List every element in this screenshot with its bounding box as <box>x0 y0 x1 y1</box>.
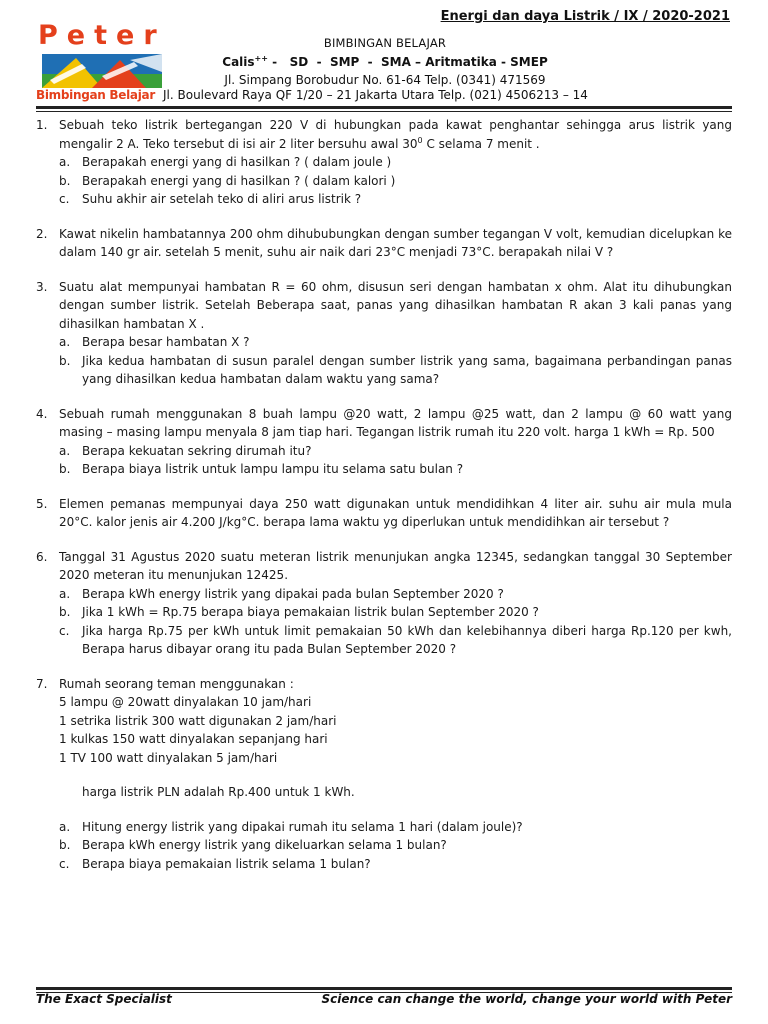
question-number: 6. <box>36 549 48 564</box>
option-letter: a. <box>59 586 71 601</box>
option-text: Berapakah energi yang di hasilkan ? ( dalam kalori ) <box>82 173 396 188</box>
option-text: Jika kedua hambatan di susun paralel dengan sumber listrik yang sama, bagaimana perbandingan panas yang dihasilkan kedua hambatan dalam waktu yang sama? <box>82 353 732 386</box>
programs-sup: ++ <box>254 53 268 63</box>
option-text: Berapa kWh energy listrik yang dipakai pada bulan September 2020 ? <box>82 586 504 601</box>
option-letter: a. <box>59 155 71 169</box>
option-letter: c. <box>59 856 70 871</box>
option <box>59 855 732 874</box>
appliance-item: 1 TV 100 watt dinyalakan 5 jam/hari <box>59 750 278 765</box>
option-letter: a. <box>59 335 71 349</box>
question-5 <box>36 495 732 532</box>
option <box>59 333 732 352</box>
question-number: 5. <box>36 496 48 511</box>
option <box>59 622 732 659</box>
header-title: BIMBINGAN BELAJAR <box>323 36 447 50</box>
footer-slogan-left: The Exact Specialist <box>36 992 172 1006</box>
option-letter: b. <box>59 353 71 368</box>
institution-header <box>170 34 600 90</box>
question-text: Tanggal 31 Agustus 2020 suatu meteran listrik menunjukan angka 12345, sedangkan tanggal 30 September 2020 meteran itu menunjukan 12425. <box>59 549 732 582</box>
logo-graphic-icon <box>42 54 162 88</box>
option-text: Jika 1 kWh = Rp.75 berapa biaya pemakaian listrik bulan September 2020 ? <box>82 605 539 619</box>
question-text-part: C selama 7 menit . <box>422 136 540 151</box>
option-letter: b. <box>59 838 71 852</box>
option <box>59 190 732 209</box>
option <box>59 153 732 172</box>
question-text-part: Sebuah teko listrik bertegangan 220 V di hubungkan pada kawat penghantar sehingga arus listrik yang mengalir 2 A. Teko tersebut di isi air 2 liter bersuhu awal 30 <box>59 118 732 151</box>
footer-slogan-right: Science can change the world, change your world with Peter <box>321 992 732 1006</box>
appliance-item: 5 lampu @ 20watt dinyalakan 10 jam/hari <box>59 695 312 709</box>
option <box>59 585 732 604</box>
option <box>59 603 732 622</box>
option-text: Berapa kekuatan sekring dirumah itu? <box>82 443 312 458</box>
option-letter: b. <box>59 462 71 476</box>
question-text: Rumah seorang teman menggunakan : <box>59 676 294 691</box>
question-list <box>36 116 732 889</box>
question-7 <box>36 675 732 874</box>
spacer <box>59 802 732 818</box>
header-divider <box>36 106 732 112</box>
header-address-1: Jl. Simpang Borobudur No. 61-64 Telp. (0341) 471569 <box>224 73 546 87</box>
option-text: Jika harga Rp.75 per kWh untuk limit pemakaian 50 kWh dan kelebihannya diberi harga Rp.120 per kwh, Berapa harus dibayar orang itu pada Bulan September 2020 ? <box>82 623 732 656</box>
header-address-2: Jl. Boulevard Raya QF 1/20 – 21 Jakarta Utara Telp. (021) 4506213 – 14 <box>163 88 588 102</box>
question-text <box>59 116 732 153</box>
question-number: 4. <box>36 406 48 421</box>
question-text: Elemen pemanas mempunyai daya 250 watt digunakan untuk mendidihkan 4 liter air. suhu air mula mula 20°C. kalor jenis air 4.200 J/kg°C. berapa lama waktu yg diperlukan untuk mendidihkan air tersebut ? <box>59 496 732 529</box>
option-text: Hitung energy listrik yang dipakai rumah itu selama 1 hari (dalam joule)? <box>82 819 523 834</box>
question-text: Kawat nikelin hambatannya 200 ohm dihububungkan dengan sumber tegangan V volt, kemudian dicelupkan ke dalam 140 gr air. setelah 5 menit, suhu air naik dari 23°C menjadi 73°C. berapakah nilai V ? <box>59 226 732 259</box>
price-note: harga listrik PLN adalah Rp.400 untuk 1 kWh. <box>82 785 355 799</box>
question-3 <box>36 278 732 389</box>
option-text: Berapa biaya listrik untuk lampu lampu itu selama satu bulan ? <box>82 462 464 476</box>
option-letter: a. <box>59 819 71 834</box>
option-text: Berapa besar hambatan X ? <box>82 335 250 349</box>
logo-subtitle: Bimbingan Belajar <box>36 88 155 102</box>
option-text: Suhu akhir air setelah teko di aliri arus listrik ? <box>82 192 362 206</box>
question-number: 3. <box>36 279 48 294</box>
peter-logo <box>36 22 168 102</box>
option <box>59 352 732 389</box>
option-letter: b. <box>59 605 71 619</box>
question-number: 7. <box>36 676 48 691</box>
programs-rest: - SD - SMP - SMA – Aritmatika - SMEP <box>267 54 548 69</box>
option-letter: a. <box>59 443 71 458</box>
question-number: 1. <box>36 118 48 132</box>
logo-brand-text: Peter <box>38 20 166 51</box>
option-text: Berapa kWh energy listrik yang dikeluarkan selama 1 bulan? <box>82 838 447 852</box>
option <box>59 442 732 461</box>
option <box>59 836 732 855</box>
degree-superscript: 0 <box>417 135 423 145</box>
question-2 <box>36 225 732 262</box>
appliance-item: 1 setrika listrik 300 watt digunakan 2 jam/hari <box>59 713 337 728</box>
option-text: Berapa biaya pemakaian listrik selama 1 bulan? <box>82 856 371 871</box>
spacer <box>59 767 732 783</box>
question-6 <box>36 548 732 659</box>
document-title: Energi dan daya Listrik / IX / 2020-2021 <box>440 9 730 24</box>
question-text: Suatu alat mempunyai hambatan R = 60 ohm, disusun seri dengan hambatan x ohm. Alat itu dihubungkan dengan sumber listrik. Setelah Beberapa saat, panas yang dihasilkan hambatan R akan 3 kali panas yang dihasilkan hambatan X . <box>59 279 732 331</box>
question-4 <box>36 405 732 479</box>
header-programs <box>170 53 600 72</box>
option-letter: c. <box>59 192 70 206</box>
option-letter: b. <box>59 173 71 188</box>
option <box>59 172 732 191</box>
option-letter: c. <box>59 623 70 638</box>
question-number: 2. <box>36 226 48 241</box>
option <box>59 818 732 837</box>
question-text: Sebuah rumah menggunakan 8 buah lampu @20 watt, 2 lampu @25 watt, dan 2 lampu @ 60 watt yang masing – masing lampu menyala 8 jam tiap hari. Tegangan listrik rumah itu 220 volt. harga 1 kWh = Rp. 500 <box>59 406 732 439</box>
programs-prefix: Calis <box>222 54 255 69</box>
question-1 <box>36 116 732 209</box>
option <box>59 460 732 479</box>
option-text: Berapakah energi yang di hasilkan ? ( dalam joule ) <box>82 155 392 169</box>
appliance-item: 1 kulkas 150 watt dinyalakan sepanjang hari <box>59 732 328 746</box>
